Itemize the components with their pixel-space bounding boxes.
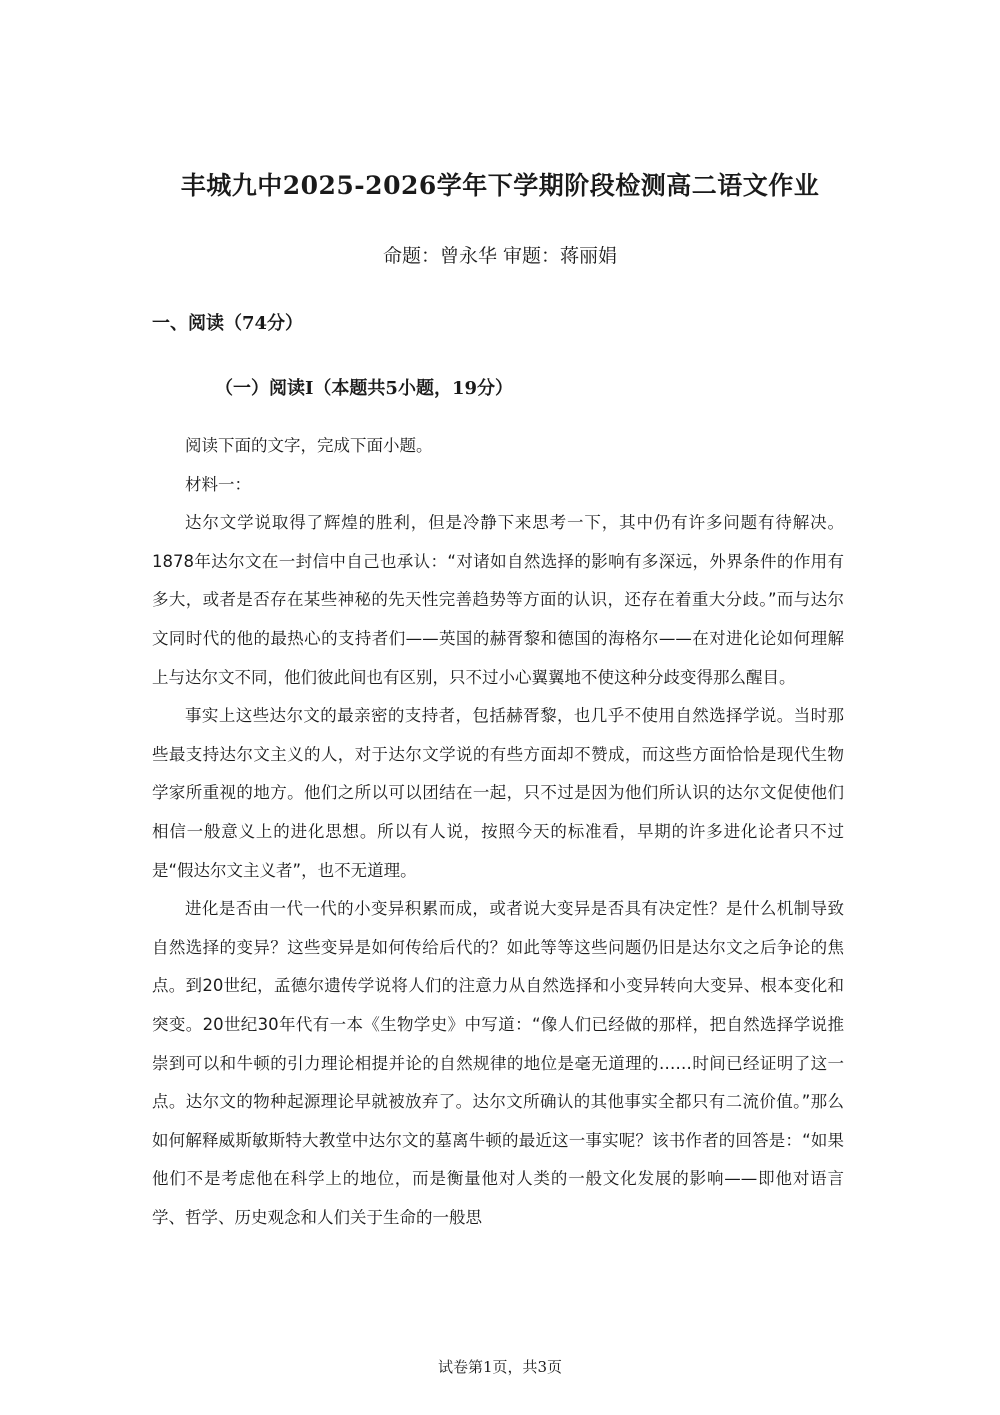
reading-passage [152,427,844,1237]
page-title: 丰城九中2025-2026学年下学期阶段检测高二语文作业 [180,171,820,200]
passage-paragraph: 达尔文学说取得了辉煌的胜利，但是冷静下来思考一下，其中仍有许多问题有待解决。1878年达尔文在一封信中自己也承认：“对诸如自然选择的影响有多深远，外界条件的作用有多大，或者是否存在某些神秘的先天性完善趋势等方面的认识，还存在着重大分歧。”而与达尔文同时代的他的最热心的支持者们——英国的赫胥黎和德国的海格尔——在对进化论如何理解上与达尔文不同，他们彼此间也有区别，只不过小心翼翼地不使这种分歧变得那么醒目。 [152,513,844,687]
material-label: 材料一： [185,474,251,494]
instruction-text: 阅读下面的文字，完成下面小题。 [185,436,433,455]
author-line: 命题：曾永华 审题：蒋丽娟 [382,245,618,267]
page-footer: 试卷第1页，共3页 [437,1358,563,1376]
sub-heading: （一）阅读Ⅰ（本题共5小题，19分） [215,378,513,399]
section-heading: 一、阅读（74分） [152,313,304,334]
passage-paragraph: 事实上这些达尔文的最亲密的支持者，包括赫胥黎，也几乎不使用自然选择学说。当时那些最支持达尔文主义的人，对于达尔文学说的有些方面却不赞成，而这些方面恰恰是现代生物学家所重视的地方。他们之所以可以团结在一起，只不过是因为他们所认识的达尔文促使他们相信一般意义上的进化思想。所以有人说，按照今天的标准看，早期的许多进化论者只不过是“假达尔文主义者”，也不无道理。 [152,706,844,880]
passage-paragraph: 进化是否由一代一代的小变异积累而成，或者说大变异是否具有决定性？是什么机制导致自然选择的变异？这些变异是如何传给后代的？如此等等这些问题仍旧是达尔文之后争论的焦点。到20世纪，孟德尔遗传学说将人们的注意力从自然选择和小变异转向大变异、根本变化和突变。20世纪30年代有一本《生物学史》中写道：“像人们已经做的那样，把自然选择学说推崇到可以和牛顿的引力理论相提并论的自然规律的地位是毫无道理的……时间已经证明了这一点。达尔文的物种起源理论早就被放弃了。达尔文所确认的其他事实全都只有二流价值。”那么如何解释威斯敏斯特大教堂中达尔文的墓离牛顿的最近这一事实呢？该书作者的回答是：“如果他们不是考虑他在科学上的地位，而是衡量他对人类的一般文化发展的影响——即他对语言学、哲学、历史观念和人们关于生命的一般思 [152,899,844,1227]
